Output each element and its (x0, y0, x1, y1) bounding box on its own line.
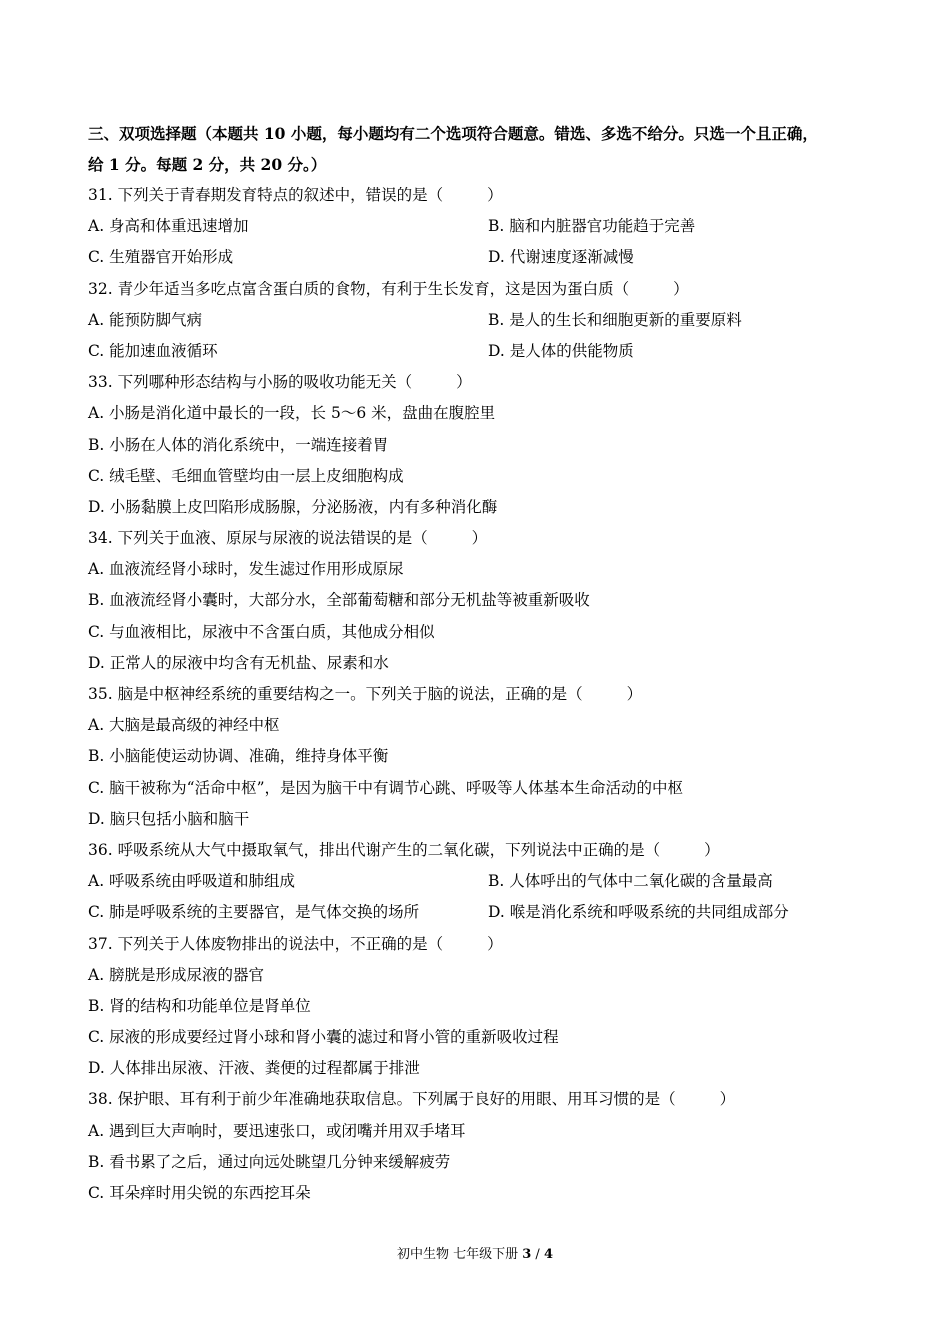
answer-option: B. 肾的结构和功能单位是肾单位 (88, 996, 311, 1015)
answer-option: C. 绒毛壁、毛细血管壁均由一层上皮细胞构成 (88, 466, 404, 485)
answer-option: C. 生殖器官开始形成 (88, 248, 234, 267)
answer-option: B. 小肠在人体的消化系统中，一端连接着胃 (88, 435, 389, 454)
option-row (88, 897, 868, 928)
closing-paren: ） (471, 529, 488, 548)
answer-option: A. 大脑是最高级的神经中枢 (88, 716, 280, 735)
section-heading-line-1: 三、双项选择题（本题共 10 小题，每小题均有二个选项符合题意。错选、多选不给分。只选一个且正确， (88, 124, 818, 143)
answer-option: C. 能加速血液循环 (88, 341, 218, 360)
answer-option: A. 身高和体重迅速增加 (88, 217, 249, 236)
option-row (88, 336, 868, 367)
option-row (88, 866, 868, 897)
question-stem (88, 835, 868, 866)
answer-option: B. 人体呼出的气体中二氧化碳的含量最高 (488, 872, 773, 891)
page-footer (0, 1247, 950, 1263)
answer-option: B. 是人的生长和细胞更新的重要原料 (488, 310, 742, 329)
exam-content (88, 118, 868, 1209)
answer-option: C. 尿液的形成要经过肾小球和肾小囊的滤过和肾小管的重新吸收过程 (88, 1028, 559, 1047)
answer-option: A. 呼吸系统由呼吸道和肺组成 (88, 872, 296, 891)
answer-option: B. 看书累了之后，通过向远处眺望几分钟来缓解疲劳 (88, 1152, 451, 1171)
closing-paren: ） (719, 1090, 736, 1109)
closing-paren: ） (456, 373, 472, 392)
answer-option: D. 小肠黏膜上皮凹陷形成肠腺，分泌肠液，内有多种消化酶 (88, 497, 498, 516)
section-heading (88, 118, 868, 180)
answer-option: C. 肺是呼吸系统的主要器官，是气体交换的场所 (88, 903, 420, 922)
question-text: 31. 下列关于青春期发育特点的叙述中，错误的是（ (88, 186, 444, 204)
answer-option: D. 脑只包括小脑和脑干 (88, 809, 250, 828)
question-stem (88, 1084, 868, 1115)
option-row (88, 211, 868, 242)
question-text: 35. 脑是中枢神经系统的重要结构之一。下列关于脑的说法，正确的是（ (88, 685, 583, 703)
section-heading-line-2: 给 1 分。每题 2 分，共 20 分。） (88, 155, 327, 174)
closing-paren: ） (487, 934, 503, 953)
question-list (88, 180, 868, 1209)
closing-paren: ） (487, 186, 503, 204)
answer-option: B. 脑和内脏器官功能趋于完善 (488, 217, 696, 236)
answer-option: D. 代谢速度逐渐减慢 (488, 248, 634, 267)
question-stem (88, 367, 868, 398)
answer-option: A. 遇到巨大声响时，要迅速张口，或闭嘴并用双手堵耳 (88, 1121, 466, 1140)
footer-page-number: 3 (522, 1247, 532, 1262)
question-stem (88, 679, 868, 710)
question-stem (88, 523, 868, 554)
question-text: 33. 下列哪种形态结构与小肠的吸收功能无关（ (88, 373, 413, 392)
footer-separator: / (531, 1247, 544, 1262)
question-text: 37. 下列关于人体废物排出的说法中，不正确的是（ (88, 934, 444, 953)
option-row (88, 305, 868, 336)
answer-option: B. 血液流经肾小囊时，大部分水，全部葡萄糖和部分无机盐等被重新吸收 (88, 591, 590, 610)
question-text: 38. 保护眼、耳有利于前少年准确地获取信息。下列属于良好的用眼、用耳习惯的是（ (88, 1090, 676, 1109)
answer-option: D. 喉是消化系统和呼吸系统的共同组成部分 (488, 903, 789, 922)
closing-paren: ） (626, 685, 643, 703)
question-text: 32. 青少年适当多吃点富含蛋白质的食物，有利于生长发育，这是因为蛋白质（ (88, 279, 630, 298)
answer-option: C. 与血液相比，尿液中不含蛋白质，其他成分相似 (88, 622, 435, 641)
footer-course: 初中生物 七年级下册 (396, 1247, 523, 1262)
answer-option: A. 血液流经肾小球时，发生滤过作用形成原尿 (88, 560, 404, 579)
option-row (88, 242, 868, 273)
answer-option: D. 是人体的供能物质 (488, 341, 634, 360)
question-text: 36. 呼吸系统从大气中摄取氧气，排出代谢产生的二氧化碳，下列说法中正确的是（ (88, 840, 661, 859)
answer-option: D. 人体排出尿液、汗液、粪便的过程都属于排泄 (88, 1059, 420, 1078)
answer-option: A. 能预防脚气病 (88, 310, 203, 329)
answer-option: A. 小肠是消化道中最长的一段，长 5～6 米，盘曲在腹腔里 (88, 404, 496, 423)
answer-option: C. 脑干被称为“活命中枢”，是因为脑干中有调节心跳、呼吸等人体基本生命活动的中枢 (88, 778, 684, 797)
question-stem (88, 180, 868, 211)
question-text: 34. 下列关于血液、原尿与尿液的说法错误的是（ (88, 529, 428, 548)
answer-option: C. 耳朵痒时用尖锐的东西挖耳朵 (88, 1184, 311, 1202)
answer-option: B. 小脑能使运动协调、准确，维持身体平衡 (88, 747, 389, 766)
footer-page-total: 4 (543, 1247, 553, 1262)
question-stem (88, 929, 868, 960)
answer-option: D. 正常人的尿液中均含有无机盐、尿素和水 (88, 653, 389, 672)
closing-paren: ） (704, 840, 720, 859)
question-stem (88, 274, 868, 305)
closing-paren: ） (673, 279, 689, 298)
answer-option: A. 膀胱是形成尿液的器官 (88, 965, 265, 984)
